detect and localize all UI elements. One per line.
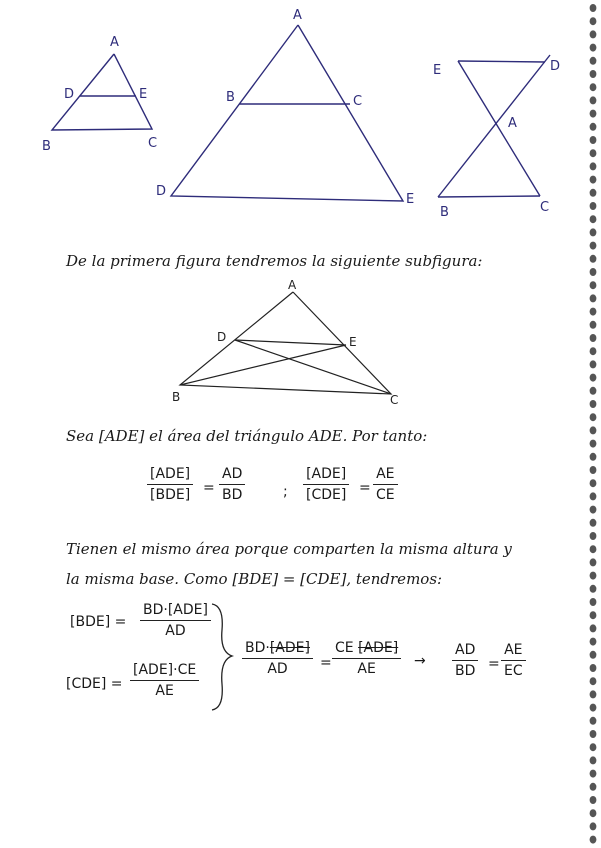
sub-label-a: A <box>288 278 297 292</box>
separator: ; <box>283 484 288 500</box>
sub-label-d: D <box>217 330 227 344</box>
binding-hole <box>590 466 597 474</box>
result-fraction-a <box>242 640 313 677</box>
bde-fraction <box>140 602 211 639</box>
binding-hole <box>590 638 597 646</box>
ratio-ad-bd <box>219 466 245 503</box>
binding-hole <box>590 149 597 157</box>
binding-hole <box>590 532 597 540</box>
binding-hole <box>590 783 597 791</box>
binding-hole <box>590 70 597 78</box>
binding-hole <box>590 598 597 606</box>
binding-hole <box>590 743 597 751</box>
binding-hole <box>590 624 597 632</box>
binding-hole <box>590 268 597 276</box>
binding-hole <box>590 162 597 170</box>
fig2-label-a: A <box>293 8 302 23</box>
subfigure-lines <box>180 292 391 394</box>
cde-lhs: [CDE] = <box>66 676 123 692</box>
binding-hole <box>590 308 597 316</box>
fig3-label-b: B <box>440 205 449 220</box>
denominator: AE <box>155 683 174 699</box>
binding-hole <box>590 690 597 698</box>
binding-hole <box>590 202 597 210</box>
binding-hole <box>590 123 597 131</box>
binding-hole <box>590 519 597 527</box>
numerator: AE <box>501 642 525 661</box>
binding-hole <box>590 611 597 619</box>
binding-hole <box>590 704 597 712</box>
binding-hole <box>590 110 597 118</box>
binding-hole <box>590 572 597 580</box>
binding-hole <box>590 809 597 817</box>
binding-hole <box>590 215 597 223</box>
right-brace <box>212 604 232 710</box>
numerator <box>242 640 313 659</box>
subfigure <box>0 0 601 420</box>
text-line-3: Tienen el mismo área porque comparten la misma altura y <box>66 540 512 558</box>
binding-hole <box>590 479 597 487</box>
bde-lhs: [BDE] = <box>70 614 127 630</box>
binding-hole <box>590 440 597 448</box>
ratio-ae-ce <box>373 466 398 503</box>
numerator <box>332 640 401 659</box>
text-line-2: Sea [ADE] el área del triángulo ADE. Por tanto: <box>66 427 428 445</box>
result-fraction-b <box>332 640 401 677</box>
binding-hole <box>590 822 597 830</box>
binding-hole <box>590 426 597 434</box>
binding-hole <box>590 96 597 104</box>
numerator: AD <box>452 642 478 661</box>
ratio-ade-cde <box>303 466 349 503</box>
fig3-label-a: A <box>508 116 517 131</box>
denominator: [BDE] <box>150 487 191 503</box>
fig2-label-c: C <box>353 94 363 109</box>
denominator: AD <box>267 661 288 677</box>
binding-hole <box>590 228 597 236</box>
denominator: [CDE] <box>306 487 347 503</box>
fig1-label-e: E <box>139 87 148 102</box>
binding-hole <box>590 651 597 659</box>
text-line-1: De la primera figura tendremos la siguiente subfigura: <box>66 252 483 270</box>
binding-hole <box>590 255 597 263</box>
denominator: EC <box>504 663 523 679</box>
binding-hole <box>590 585 597 593</box>
fig1-label-b: B <box>42 139 51 154</box>
binding-hole <box>590 836 597 844</box>
cancelled-term: [ADE] <box>269 640 310 656</box>
equals-1: = <box>203 480 215 496</box>
binding-hole <box>590 506 597 514</box>
numerator: [ADE] <box>147 466 193 485</box>
numerator-prefix: CE <box>335 640 354 656</box>
binding-hole <box>590 136 597 144</box>
equals-2: = <box>359 480 371 496</box>
numerator: [ADE] <box>303 466 349 485</box>
binding-hole <box>590 664 597 672</box>
result-equals: = <box>320 655 332 671</box>
binding-hole <box>590 756 597 764</box>
numerator: AD <box>219 466 245 485</box>
binding-hole <box>590 242 597 250</box>
binding-hole <box>590 400 597 408</box>
binding-hole <box>590 413 597 421</box>
fig3-label-e: E <box>433 63 442 78</box>
fig2-label-b: B <box>226 90 235 105</box>
binding-hole <box>590 730 597 738</box>
sub-label-c: C <box>390 393 399 407</box>
binding-hole <box>590 770 597 778</box>
binding-hole <box>590 717 597 725</box>
numerator-prefix: BD· <box>245 640 270 656</box>
binding-hole <box>590 334 597 342</box>
binding-hole <box>590 4 597 12</box>
denominator: AE <box>357 661 376 677</box>
binding-hole <box>590 281 597 289</box>
sub-label-b: B <box>172 390 181 404</box>
numerator: BD·[ADE] <box>140 602 211 621</box>
cde-fraction <box>130 662 199 699</box>
sub-label-e: E <box>349 335 357 349</box>
notebook-binding-holes <box>587 0 601 848</box>
binding-hole <box>590 44 597 52</box>
fig1-label-d: D <box>64 87 75 102</box>
binding-hole <box>590 453 597 461</box>
binding-hole <box>590 796 597 804</box>
fig2-label-d: D <box>156 184 167 199</box>
binding-hole <box>590 321 597 329</box>
binding-hole <box>590 294 597 302</box>
binding-hole <box>590 347 597 355</box>
binding-hole <box>590 558 597 566</box>
fig1-label-c: C <box>148 136 158 151</box>
fig3-label-c: C <box>540 200 550 215</box>
result-fraction-ad-bd <box>452 642 478 679</box>
implies-arrow: → <box>414 653 426 669</box>
fig3-label-d: D <box>550 59 561 74</box>
numerator: [ADE]·CE <box>130 662 199 681</box>
binding-hole <box>590 30 597 38</box>
denominator: CE <box>376 487 395 503</box>
binding-hole <box>590 57 597 65</box>
ratio-ade-bde <box>147 466 193 503</box>
binding-hole <box>590 677 597 685</box>
fig1-label-a: A <box>110 35 119 50</box>
binding-hole <box>590 189 597 197</box>
binding-hole <box>590 83 597 91</box>
binding-hole <box>590 176 597 184</box>
cancelled-term: [ADE] <box>358 640 399 656</box>
binding-hole <box>590 374 597 382</box>
numerator: AE <box>373 466 397 485</box>
result-equals-2: = <box>488 656 500 672</box>
binding-hole <box>590 545 597 553</box>
fig2-label-e: E <box>406 192 415 207</box>
denominator: BD <box>222 487 243 503</box>
text-line-4: la misma base. Como [BDE] = [CDE], tendremos: <box>66 570 443 588</box>
denominator: BD <box>455 663 476 679</box>
result-fraction-ae-ec <box>501 642 526 679</box>
binding-hole <box>590 360 597 368</box>
binding-hole <box>590 492 597 500</box>
denominator: AD <box>165 623 186 639</box>
binding-hole <box>590 17 597 25</box>
binding-hole <box>590 387 597 395</box>
